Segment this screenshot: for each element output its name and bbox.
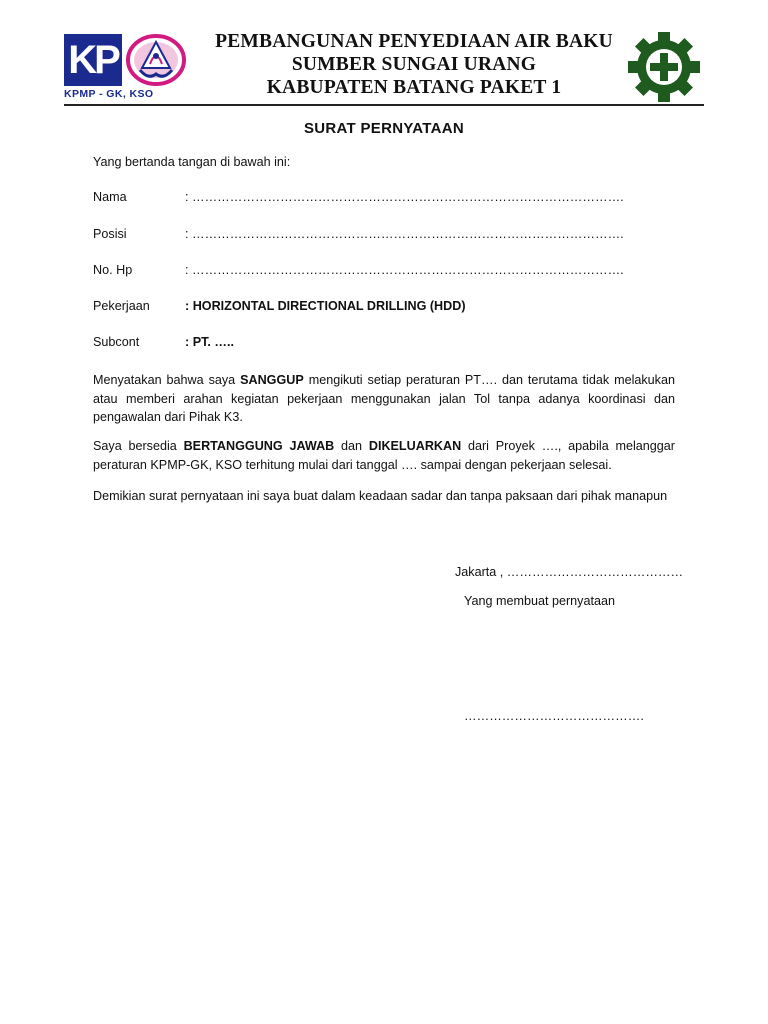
document-title: SURAT PERNYATAAN — [303, 120, 465, 137]
kp-emblem-icon — [126, 34, 190, 86]
field-label: Pekerjaan — [93, 299, 150, 313]
intro-text: Yang bertanda tangan di bawah ini: — [93, 155, 291, 169]
field-value: : HORIZONTAL DIRECTIONAL DRILLING (HDD) — [185, 299, 466, 313]
paragraph-text: dari Proyek …., apabila melanggar peraturan KPMP-GK, KSO terhitung mulai dari tanggal …. sampai dengan pekerjaan selesai. — [93, 439, 676, 472]
paragraph-text: mengikuti setiap peraturan PT…. dan terutama tidak melakukan atau memberi arahan kegiatan pekerjaan menggunakan jalan Tol tanpa adanya koordinasi dan pengawalan dari Pihak K3. — [93, 373, 675, 424]
field-no-hp — [93, 263, 673, 279]
signature-role: Yang membuat pernyataan — [464, 594, 615, 608]
field-value: : …………………………………………………………………………………………. — [185, 190, 624, 204]
letterhead — [0, 0, 768, 112]
field-pekerjaan — [93, 299, 673, 315]
header-divider — [64, 104, 704, 106]
project-title-line-1: PEMBANGUNAN PENYEDIAAN AIR BAKU — [215, 31, 613, 52]
paragraph-text: Menyatakan bahwa saya — [93, 373, 241, 387]
field-posisi — [93, 227, 673, 243]
field-subcont — [93, 335, 673, 351]
project-title-line-3: KABUPATEN BATANG PAKET 1 — [266, 77, 562, 98]
field-label: Subcont — [93, 335, 140, 349]
signature-name-line: ……………………………………. — [464, 709, 644, 723]
field-label: No. Hp — [93, 263, 133, 277]
project-title — [196, 30, 632, 99]
k3-safety-gear-icon — [626, 30, 702, 104]
paragraph-text: Saya bersedia — [93, 439, 184, 453]
kp-letters-logo: KP — [64, 34, 122, 86]
emphasis-text: SANGGUP — [240, 373, 304, 387]
field-value: : PT. ….. — [185, 335, 234, 349]
kpmp-caption: KPMP - GK, KSO — [64, 88, 154, 100]
field-value: : …………………………………………………………………………………………. — [185, 263, 624, 277]
field-label: Nama — [93, 190, 127, 204]
paragraph-text: dan — [334, 439, 369, 453]
statement-paragraph-1 — [93, 371, 675, 427]
project-title-line-2: SUMBER SUNGAI URANG — [291, 54, 537, 75]
kpmp-logo — [64, 34, 194, 102]
emphasis-text: BERTANGGUNG JAWAB — [183, 439, 335, 453]
signature-place-date: Jakarta , …………………………………… — [455, 565, 684, 579]
emphasis-text: DIKELUARKAN — [368, 439, 462, 453]
field-value: : …………………………………………………………………………………………. — [185, 227, 624, 241]
statement-paragraph-2 — [93, 437, 675, 474]
field-nama — [93, 190, 673, 206]
statement-paragraph-3: Demikian surat pernyataan ini saya buat dalam keadaan sadar dan tanpa paksaan dari pihak manapun — [93, 489, 668, 503]
field-label: Posisi — [93, 227, 127, 241]
